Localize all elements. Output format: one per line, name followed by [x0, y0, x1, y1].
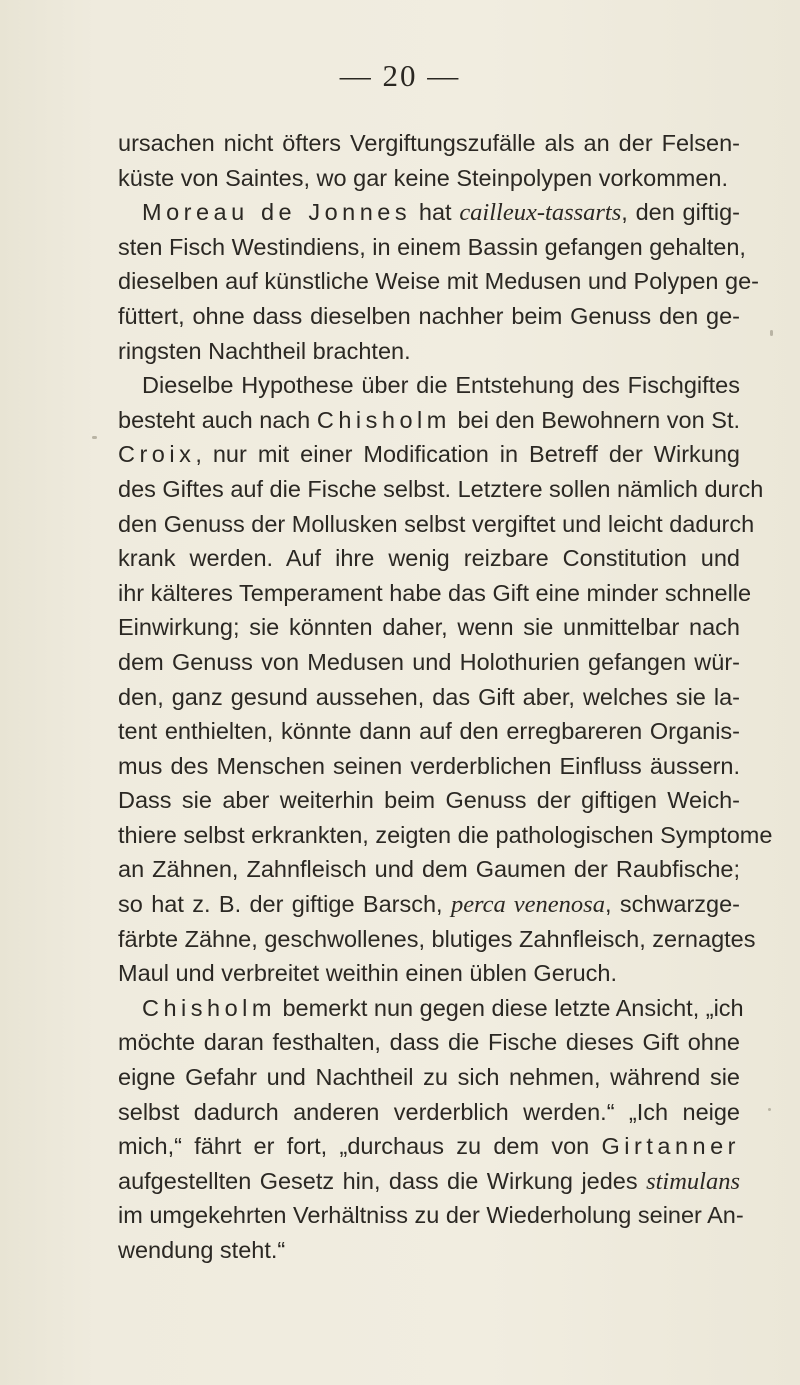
text-line — [118, 230, 746, 265]
spaced-name: Chisholm — [316, 406, 451, 433]
text-segment: an Zähnen, Zahnfleisch und dem Gaumen der Raubfische; — [118, 856, 740, 883]
text-line — [118, 783, 740, 818]
text-line — [118, 195, 740, 230]
text-segment: ihr kälteres Temperament habe das Gift eine minder schnelle — [118, 579, 752, 606]
text-segment: möchte daran festhalten, dass die Fische dieses Gift ohne — [118, 1029, 740, 1056]
text-segment: dem Genuss von Medusen und Holothurien gefangen wür- — [118, 648, 740, 675]
text-line — [118, 680, 740, 715]
text-line — [118, 852, 740, 887]
text-segment: Einwirkung; sie könnten daher, wenn sie unmittelbar nach — [118, 614, 740, 641]
text-segment: so hat z. B. der giftige Barsch, — [118, 891, 451, 918]
text-segment: , schwarzge- — [604, 891, 741, 918]
text-line — [118, 1129, 740, 1164]
text-segment: thiere selbst erkrankten, zeigten die pathologischen Symptome — [118, 821, 773, 848]
text-line — [118, 922, 756, 957]
text-segment: selbst dadurch anderen verderblich werden.“ „Ich neige — [118, 1098, 740, 1125]
text-segment: Maul und verbreitet weithin einen üblen Geruch. — [118, 960, 618, 987]
print-speck — [768, 1108, 771, 1111]
text-segment: füttert, ohne dass dieselben nachher beim Genuss den ge- — [118, 302, 740, 329]
text-line — [118, 368, 740, 403]
text-segment: bemerkt nun gegen diese letzte Ansicht, „ich — [275, 994, 744, 1021]
text-line — [118, 1164, 740, 1199]
text-segment: bei den Bewohnern von St. — [450, 406, 741, 433]
text-line — [118, 541, 740, 576]
text-segment: eigne Gefahr und Nachtheil zu sich nehmen, während sie — [118, 1064, 740, 1091]
text-segment: den Genuss der Mollusken selbst vergiftet und leicht dadurch — [118, 510, 755, 537]
text-line — [118, 507, 755, 542]
text-segment: des Giftes auf die Fische selbst. Letztere sollen nämlich durch — [118, 475, 764, 502]
text-line — [118, 645, 740, 680]
text-line — [118, 403, 740, 438]
text-segment: ringsten Nachtheil brachten. — [118, 337, 411, 364]
text-segment: den, ganz gesund aussehen, das Gift aber, welches sie la- — [118, 683, 740, 710]
text-segment: tent enthielten, könnte dann auf den erregbareren Organis- — [118, 718, 740, 745]
text-segment: küste von Saintes, wo gar keine Steinpolypen vorkommen. — [118, 164, 729, 191]
text-line — [118, 818, 773, 853]
text-line — [118, 161, 740, 196]
text-line — [118, 576, 752, 611]
text-line — [118, 264, 759, 299]
spaced-name: Chisholm — [142, 994, 276, 1021]
text-segment: aufgestellten Gesetz hin, dass die Wirkung jedes — [118, 1167, 647, 1194]
text-segment: besteht auch nach — [118, 406, 317, 433]
text-line — [118, 1025, 740, 1060]
text-line — [118, 991, 744, 1026]
text-segment: färbte Zähne, geschwollenes, blutiges Zahnfleisch, zernagtes — [118, 925, 756, 952]
italic-term: perca venenosa — [450, 891, 605, 919]
text-segment: sten Fisch Westindiens, in einem Bassin gefangen gehalten, — [118, 233, 746, 260]
print-speck — [770, 330, 773, 336]
text-line — [118, 749, 740, 784]
spaced-name: Croix — [118, 441, 196, 468]
text-line — [118, 956, 740, 991]
italic-term: stimulans — [646, 1167, 740, 1195]
text-line — [118, 1095, 740, 1130]
text-segment: mich,“ fährt er fort, „durchaus zu dem von — [118, 1133, 602, 1160]
text-segment: , den giftig- — [621, 199, 741, 226]
text-line — [118, 472, 764, 507]
text-line — [118, 334, 740, 369]
page-number: — 20 — — [339, 58, 461, 93]
text-segment: dieselben auf künstliche Weise mit Medusen und Polypen ge- — [118, 268, 759, 295]
text-segment: hat — [411, 199, 460, 226]
text-line — [118, 610, 740, 645]
text-segment: wendung steht.“ — [118, 1237, 286, 1263]
text-line — [118, 1198, 744, 1233]
text-segment: krank werden. Auf ihre wenig reizbare Constitution und — [118, 545, 740, 572]
print-speck — [92, 436, 97, 439]
text-line — [118, 714, 740, 749]
text-line — [118, 887, 740, 922]
text-line — [118, 126, 740, 161]
text-segment: ursachen nicht öfters Vergiftungszufälle als an der Felsen- — [118, 130, 740, 156]
spaced-name: Moreau de Jonnes — [142, 199, 412, 226]
text-segment: , nur mit einer Modification in Betreff der Wirkung — [195, 441, 740, 468]
text-line — [118, 299, 740, 334]
text-segment: Dass sie aber weiterhin beim Genuss der giftigen Weich- — [118, 787, 740, 814]
text-line — [118, 437, 740, 472]
text-segment: im umgekehrten Verhältniss zu der Wiederholung seiner An- — [118, 1202, 744, 1229]
text-segment: Dieselbe Hypothese über die Entstehung des Fischgiftes — [142, 372, 740, 399]
text-segment: mus des Menschen seinen verderblichen Einfluss äussern. — [118, 752, 740, 779]
body-text — [118, 126, 773, 1268]
spaced-name: Girtanner — [601, 1133, 740, 1160]
text-line — [118, 1060, 740, 1095]
text-line — [118, 1233, 740, 1268]
italic-term: cailleux-tassarts — [459, 199, 622, 227]
